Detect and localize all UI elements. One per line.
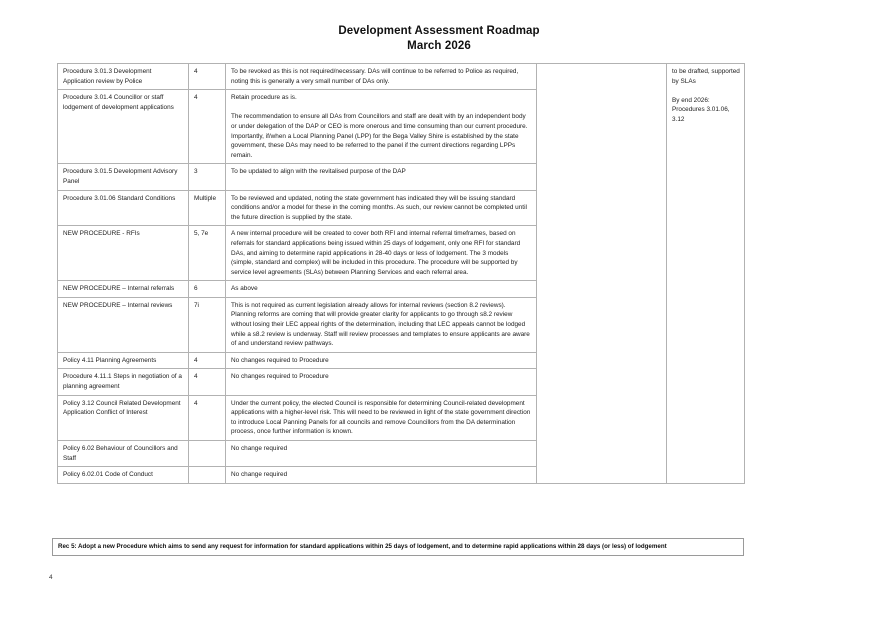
policy-cell: Procedure 3.01.4 Councillor or staff lodgement of development applications bbox=[58, 90, 189, 164]
comment-cell bbox=[226, 352, 537, 369]
page-number: 4 bbox=[49, 574, 53, 581]
comment-paragraph: This is not required as current legislation already allows for internal reviews (section 8.2 reviews). Planning reforms are coming that will provide greater clarity for applicants to go through s8.2 review without losing their LEC appeal rights of the determination, including that LEC appeals cannot be lodged while a s8.2 review is underway. Staff will review processes and templates to ensure applicants are aware of and understand review pathways. bbox=[231, 301, 530, 348]
table-row bbox=[58, 64, 745, 90]
comment-cell bbox=[226, 297, 537, 352]
comment-cell bbox=[226, 226, 537, 281]
comment-cell bbox=[226, 369, 537, 395]
recommendation-number-cell: 3 bbox=[189, 164, 226, 190]
roadmap-table bbox=[57, 63, 745, 484]
recommendation-number-cell: 4 bbox=[189, 395, 226, 440]
comment-paragraph: No changes required to Procedure bbox=[231, 373, 329, 381]
policy-cell: NEW PROCEDURE - RFIs bbox=[58, 226, 189, 281]
policy-cell: Procedure 3.01.06 Standard Conditions bbox=[58, 190, 189, 226]
comment-paragraph: To be revoked as this is not required/necessary. DAs will continue to be referred to Police as required, noting this is generally a very small number of DAs only. bbox=[231, 68, 519, 85]
comment-cell bbox=[226, 190, 537, 226]
comment-cell bbox=[226, 467, 537, 484]
comment-paragraph: Retain procedure as is. bbox=[231, 94, 297, 102]
policy-cell: NEW PROCEDURE – Internal referrals bbox=[58, 281, 189, 298]
document-header bbox=[0, 24, 878, 54]
recommendation-text: Rec 5: Adopt a new Procedure which aims to send any request for information for standard applications within 25 days of lodgement, and to determine rapid applications within 28 days (or less) of lodgement bbox=[58, 543, 667, 550]
page-title: Development Assessment Roadmap bbox=[338, 25, 540, 37]
blank-merged-cell bbox=[537, 64, 667, 484]
policy-cell: NEW PROCEDURE – Internal reviews bbox=[58, 297, 189, 352]
policy-cell: Policy 3.12 Council Related Development Application Conflict of Interest bbox=[58, 395, 189, 440]
comment-paragraph: No change required bbox=[231, 471, 288, 479]
policy-cell: Policy 6.02 Behaviour of Councillors and Staff bbox=[58, 441, 189, 467]
policy-cell: Procedure 3.01.5 Development Advisory Panel bbox=[58, 164, 189, 190]
recommendation-callout bbox=[52, 538, 744, 556]
roadmap-table-body bbox=[58, 64, 745, 484]
policy-cell: Policy 6.02.01 Code of Conduct bbox=[58, 467, 189, 484]
recommendation-number-cell: 4 bbox=[189, 64, 226, 90]
policy-cell: Policy 4.11 Planning Agreements bbox=[58, 352, 189, 369]
recommendation-number-cell bbox=[189, 467, 226, 484]
comment-paragraph: Under the current policy, the elected Council is responsible for determining Council-related development applications with a higher-level risk. This will need to be reviewed in light of the state government direction to introduce Local Panning Panels for all councils and remove Councillors from the DA determination process, once further information is known. bbox=[231, 399, 531, 436]
comment-cell bbox=[226, 90, 537, 164]
timeline-paragraph: By end 2026: Procedures 3.01.06, 3.12 bbox=[672, 96, 730, 123]
recommendation-number-cell: 4 bbox=[189, 369, 226, 395]
comment-paragraph: No changes required to Procedure bbox=[231, 356, 329, 364]
comment-paragraph: A new internal procedure will be created to cover both RFI and internal referral timeframes, based on referrals for standard applications being issued within 25 days of lodgement, only one RFI for standard DAs, and aiming to determine rapid applications in 28-40 days or less of lodgement. The 3 models (simple, standard and complex) will be included in this procedure. The procedure will be supported by service level agreements (SLAs) between Planning Services and each referral area. bbox=[231, 230, 521, 276]
recommendation-number-cell bbox=[189, 441, 226, 467]
recommendation-number-cell: Multiple bbox=[189, 190, 226, 226]
comment-cell bbox=[226, 441, 537, 467]
recommendation-number-cell: 5, 7e bbox=[189, 226, 226, 281]
recommendation-number-cell: 6 bbox=[189, 281, 226, 298]
comment-cell bbox=[226, 64, 537, 90]
recommendation-number-cell: 4 bbox=[189, 90, 226, 164]
comment-cell bbox=[226, 395, 537, 440]
comment-paragraph: To be reviewed and updated, noting the state government has indicated they will be issuing standard conditions and/or a model for these in the coming months. As such, our review cannot be completed until the future direction is supplied by the state. bbox=[231, 194, 527, 221]
comment-cell bbox=[226, 281, 537, 298]
policy-cell: Procedure 3.01.3 Development Application review by Police bbox=[58, 64, 189, 90]
timeline-merged-cell bbox=[667, 64, 745, 484]
comment-paragraph: As above bbox=[231, 285, 258, 293]
recommendation-number-cell: 4 bbox=[189, 352, 226, 369]
policy-cell: Procedure 4.11.1 Steps in negotiation of a planning agreement bbox=[58, 369, 189, 395]
comment-cell bbox=[226, 164, 537, 190]
comment-paragraph: To be updated to align with the revitalised purpose of the DAP bbox=[231, 168, 406, 176]
timeline-paragraph: to be drafted, supported by SLAs bbox=[672, 68, 740, 85]
recommendation-number-cell: 7i bbox=[189, 297, 226, 352]
comment-paragraph: The recommendation to ensure all DAs from Councillors and staff are dealt with by an independent body or under delegation of the DAP or CEO is more onerous and time consuming than our current procedure. Importantly, if/when a Local Planning Panel (LPP) for the Bega Valley Shire is established by the state government, these DAs may need to be referred to the panel if the current directions regarding LPPs remain. bbox=[231, 113, 528, 159]
page-subtitle: March 2026 bbox=[407, 40, 471, 52]
comment-paragraph: No change required bbox=[231, 445, 288, 452]
